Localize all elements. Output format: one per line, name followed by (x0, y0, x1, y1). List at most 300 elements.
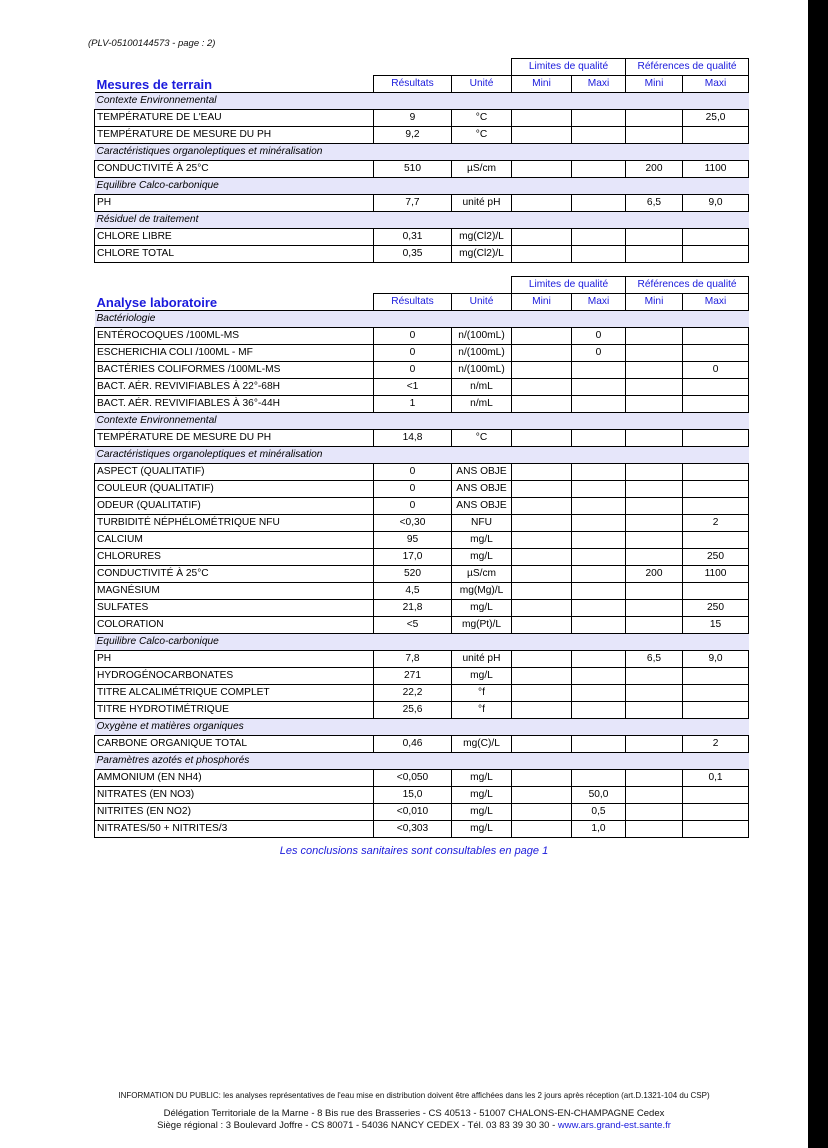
reference-maxi-value (683, 229, 749, 246)
reference-mini-value (626, 668, 683, 685)
unit-value: mg/L (452, 600, 512, 617)
limite-mini-value (512, 736, 572, 753)
param-name: TEMPÉRATURE DE MESURE DU PH (95, 430, 374, 447)
param-name: CHLORE LIBRE (95, 229, 374, 246)
param-name: BACT. AÉR. REVIVIFIABLES À 22°-68H (95, 379, 374, 396)
reference-mini-value (626, 617, 683, 634)
limite-mini-value (512, 464, 572, 481)
limite-mini-value (512, 379, 572, 396)
category-label: Oxygène et matières organiques (95, 719, 749, 736)
category-label: Résiduel de traitement (95, 212, 749, 229)
limite-mini-value (512, 549, 572, 566)
rq-mini-header: Mini (626, 76, 683, 93)
limite-maxi-value: 0 (572, 328, 626, 345)
ars-website-link[interactable]: www.ars.grand-est.sante.fr (557, 1120, 671, 1131)
unit-value: µS/cm (452, 566, 512, 583)
table-row (95, 127, 749, 144)
param-name: ASPECT (QUALITATIF) (95, 464, 374, 481)
table-row (95, 821, 749, 838)
table-row (95, 328, 749, 345)
reference-maxi-value: 1100 (683, 566, 749, 583)
limite-maxi-value (572, 702, 626, 719)
param-name: NITRATES (EN NO3) (95, 787, 374, 804)
unit-value: mg(Cl2)/L (452, 229, 512, 246)
reference-mini-value (626, 430, 683, 447)
limite-mini-value (512, 229, 572, 246)
table-row (95, 600, 749, 617)
limite-maxi-value: 1,0 (572, 821, 626, 838)
result-value: 0 (374, 464, 452, 481)
result-value: 4,5 (374, 583, 452, 600)
table-row (95, 229, 749, 246)
param-name: CHLORURES (95, 549, 374, 566)
unit-value: mg/L (452, 532, 512, 549)
reference-maxi-value (683, 498, 749, 515)
reference-mini-value (626, 345, 683, 362)
result-value: 0,35 (374, 246, 452, 263)
table-row (95, 617, 749, 634)
result-value: 0 (374, 345, 452, 362)
limite-maxi-value (572, 498, 626, 515)
labo-table-body (95, 277, 749, 838)
limite-maxi-value (572, 583, 626, 600)
reference-maxi-value (683, 246, 749, 263)
category-label: Caractéristiques organoleptiques et minéralisation (95, 144, 749, 161)
references-qualite-header: Références de qualité (626, 277, 749, 294)
limite-maxi-value (572, 549, 626, 566)
limite-maxi-value (572, 430, 626, 447)
param-name: CONDUCTIVITÉ À 25°C (95, 566, 374, 583)
limite-maxi-value (572, 127, 626, 144)
limite-maxi-value (572, 515, 626, 532)
result-value: 7,7 (374, 195, 452, 212)
limite-mini-value (512, 515, 572, 532)
param-name: ESCHERICHIA COLI /100ML - MF (95, 345, 374, 362)
reference-mini-value (626, 770, 683, 787)
terrain-group-header-row (95, 59, 749, 76)
footer-siege (0, 1120, 808, 1131)
table-row (95, 515, 749, 532)
table-row (95, 430, 749, 447)
table-row (95, 362, 749, 379)
references-qualite-header: Références de qualité (626, 59, 749, 76)
unit-value: n/mL (452, 396, 512, 413)
limite-maxi-value (572, 195, 626, 212)
terrain-column-header-row (95, 76, 749, 93)
limite-maxi-value (572, 161, 626, 178)
param-name: ODEUR (QUALITATIF) (95, 498, 374, 515)
reference-mini-value (626, 127, 683, 144)
reference-maxi-value: 0,1 (683, 770, 749, 787)
limite-maxi-value (572, 685, 626, 702)
section-title-terrain: Mesures de terrain (96, 77, 213, 92)
result-value: <0,050 (374, 770, 452, 787)
reference-maxi-value: 25,0 (683, 110, 749, 127)
param-name: AMMONIUM (EN NH4) (95, 770, 374, 787)
table-row (95, 246, 749, 263)
reference-maxi-value: 250 (683, 549, 749, 566)
param-name: CONDUCTIVITÉ À 25°C (95, 161, 374, 178)
unit-value: n/(100mL) (452, 345, 512, 362)
reference-maxi-value (683, 668, 749, 685)
table-row (95, 345, 749, 362)
result-value: 15,0 (374, 787, 452, 804)
limite-mini-value (512, 161, 572, 178)
table-row (95, 651, 749, 668)
table-row (95, 549, 749, 566)
limite-maxi-value (572, 481, 626, 498)
result-value: 7,8 (374, 651, 452, 668)
reference-mini-value (626, 362, 683, 379)
limite-mini-value (512, 345, 572, 362)
table-row (95, 668, 749, 685)
unit-value: mg/L (452, 770, 512, 787)
reference-maxi-value (683, 787, 749, 804)
table-row (95, 464, 749, 481)
limite-mini-value (512, 787, 572, 804)
category-row (95, 311, 749, 328)
unit-value: n/(100mL) (452, 362, 512, 379)
unit-value: °C (452, 127, 512, 144)
table-row (95, 532, 749, 549)
result-value: <5 (374, 617, 452, 634)
labo-table (94, 276, 749, 838)
category-row (95, 634, 749, 651)
limite-mini-value (512, 821, 572, 838)
unit-value: ANS OBJE (452, 481, 512, 498)
lq-mini-header: Mini (512, 76, 572, 93)
section-title-labo: Analyse laboratoire (96, 295, 218, 310)
unit-value: unité pH (452, 195, 512, 212)
limite-mini-value (512, 566, 572, 583)
reference-mini-value (626, 821, 683, 838)
param-name: NITRATES/50 + NITRITES/3 (95, 821, 374, 838)
limite-mini-value (512, 583, 572, 600)
category-label: Caractéristiques organoleptiques et minéralisation (95, 447, 749, 464)
table-row (95, 566, 749, 583)
reference-mini-value: 200 (626, 566, 683, 583)
unit-value: mg(C)/L (452, 736, 512, 753)
reference-mini-value (626, 328, 683, 345)
result-value: 520 (374, 566, 452, 583)
limite-maxi-value (572, 396, 626, 413)
result-value: 21,8 (374, 600, 452, 617)
result-value: <0,010 (374, 804, 452, 821)
limite-mini-value (512, 770, 572, 787)
table-row (95, 736, 749, 753)
param-name: COLORATION (95, 617, 374, 634)
limite-maxi-value (572, 770, 626, 787)
param-name: ENTÉROCOQUES /100ML-MS (95, 328, 374, 345)
param-name: PH (95, 195, 374, 212)
category-label: Paramètres azotés et phosphorés (95, 753, 749, 770)
reference-maxi-value (683, 328, 749, 345)
reference-mini-value (626, 110, 683, 127)
reference-mini-value (626, 396, 683, 413)
limites-qualite-header: Limites de qualité (512, 59, 626, 76)
table-row (95, 481, 749, 498)
result-value: 510 (374, 161, 452, 178)
param-name: NITRITES (EN NO2) (95, 804, 374, 821)
reference-mini-value (626, 787, 683, 804)
limite-mini-value (512, 498, 572, 515)
limite-maxi-value (572, 651, 626, 668)
result-value: 0 (374, 481, 452, 498)
table-row (95, 379, 749, 396)
result-value: <0,303 (374, 821, 452, 838)
limite-maxi-value (572, 600, 626, 617)
reference-maxi-value (683, 430, 749, 447)
category-row (95, 719, 749, 736)
reference-mini-value: 200 (626, 161, 683, 178)
table-row (95, 498, 749, 515)
limite-mini-value (512, 600, 572, 617)
reference-maxi-value (683, 481, 749, 498)
limite-maxi-value: 0 (572, 345, 626, 362)
limite-maxi-value (572, 379, 626, 396)
limite-mini-value (512, 481, 572, 498)
reference-mini-value: 6,5 (626, 195, 683, 212)
reference-maxi-value: 250 (683, 600, 749, 617)
unit-value: mg/L (452, 787, 512, 804)
limite-mini-value (512, 804, 572, 821)
limite-mini-value (512, 685, 572, 702)
limite-maxi-value (572, 668, 626, 685)
reference-maxi-value (683, 532, 749, 549)
param-name: TITRE HYDROTIMÉTRIQUE (95, 702, 374, 719)
conclusion-note: Les conclusions sanitaires sont consultables en page 1 (279, 845, 549, 857)
category-label: Contexte Environnemental (95, 413, 749, 430)
limite-maxi-value (572, 566, 626, 583)
unit-value: n/(100mL) (452, 328, 512, 345)
result-value: 271 (374, 668, 452, 685)
labo-column-header-row (95, 294, 749, 311)
reference-maxi-value (683, 583, 749, 600)
category-row (95, 753, 749, 770)
reference-maxi-value (683, 464, 749, 481)
resultats-header: Résultats (374, 294, 452, 311)
result-value: <1 (374, 379, 452, 396)
result-value: 0 (374, 362, 452, 379)
unit-value: °f (452, 702, 512, 719)
reference-maxi-value (683, 821, 749, 838)
reference-mini-value (626, 685, 683, 702)
reference-maxi-value: 2 (683, 736, 749, 753)
param-name: TURBIDITÉ NÉPHÉLOMÉTRIQUE NFU (95, 515, 374, 532)
table-row (95, 685, 749, 702)
category-row (95, 212, 749, 229)
table-row (95, 702, 749, 719)
limite-mini-value (512, 396, 572, 413)
reference-mini-value (626, 583, 683, 600)
reference-maxi-value (683, 345, 749, 362)
result-value: 0,31 (374, 229, 452, 246)
result-value: 0 (374, 498, 452, 515)
limite-maxi-value: 0,5 (572, 804, 626, 821)
lq-maxi-header: Maxi (572, 294, 626, 311)
limite-maxi-value (572, 464, 626, 481)
reference-mini-value (626, 532, 683, 549)
rq-mini-header: Mini (626, 294, 683, 311)
unit-value: mg(Cl2)/L (452, 246, 512, 263)
category-row (95, 144, 749, 161)
reference-maxi-value (683, 379, 749, 396)
result-value: 17,0 (374, 549, 452, 566)
unit-value: °C (452, 430, 512, 447)
unit-value: mg/L (452, 668, 512, 685)
result-value: 95 (374, 532, 452, 549)
limite-maxi-value: 50,0 (572, 787, 626, 804)
limite-mini-value (512, 617, 572, 634)
limite-mini-value (512, 430, 572, 447)
param-name: PH (95, 651, 374, 668)
category-label: Equilibre Calco-carbonique (95, 178, 749, 195)
table-row (95, 770, 749, 787)
reference-maxi-value (683, 127, 749, 144)
reference-mini-value (626, 600, 683, 617)
category-label: Contexte Environnemental (95, 93, 749, 110)
limite-maxi-value (572, 736, 626, 753)
limite-maxi-value (572, 617, 626, 634)
unit-value: ANS OBJE (452, 498, 512, 515)
reference-maxi-value: 2 (683, 515, 749, 532)
result-value: <0,30 (374, 515, 452, 532)
reference-maxi-value (683, 804, 749, 821)
table-row (95, 110, 749, 127)
param-name: CHLORE TOTAL (95, 246, 374, 263)
public-information: INFORMATION DU PUBLIC: les analyses représentatives de l'eau mise en distribution doivent être affichées dans les 2 jours après réception (art.D.1321-104 du CSP) (118, 1091, 710, 1100)
category-row (95, 447, 749, 464)
limite-mini-value (512, 651, 572, 668)
reference-mini-value (626, 379, 683, 396)
unite-header: Unité (452, 76, 512, 93)
table-row (95, 161, 749, 178)
limite-maxi-value (572, 362, 626, 379)
reference-mini-value (626, 229, 683, 246)
reference-mini-value (626, 549, 683, 566)
reference-mini-value (626, 246, 683, 263)
table-row (95, 396, 749, 413)
reference-mini-value (626, 702, 683, 719)
resultats-header: Résultats (374, 76, 452, 93)
param-name: SULFATES (95, 600, 374, 617)
limite-mini-value (512, 328, 572, 345)
reference-mini-value: 6,5 (626, 651, 683, 668)
param-name: TITRE ALCALIMÉTRIQUE COMPLET (95, 685, 374, 702)
limite-mini-value (512, 127, 572, 144)
reference-maxi-value: 1100 (683, 161, 749, 178)
reference-mini-value (626, 736, 683, 753)
reference-mini-value (626, 515, 683, 532)
footer-delegation: Délégation Territoriale de la Marne - 8 Bis rue des Brasseries - CS 40513 - 51007 CHALONS-EN-CHAMPAGNE Cedex (163, 1108, 665, 1119)
param-name: HYDROGÉNOCARBONATES (95, 668, 374, 685)
limite-mini-value (512, 195, 572, 212)
limite-mini-value (512, 110, 572, 127)
limite-mini-value (512, 362, 572, 379)
limite-maxi-value (572, 532, 626, 549)
limite-mini-value (512, 668, 572, 685)
result-value: 0,46 (374, 736, 452, 753)
limite-mini-value (512, 246, 572, 263)
unit-value: unité pH (452, 651, 512, 668)
reference-maxi-value: 9,0 (683, 651, 749, 668)
result-value: 22,2 (374, 685, 452, 702)
reference-maxi-value: 15 (683, 617, 749, 634)
table-row (95, 195, 749, 212)
category-label: Equilibre Calco-carbonique (95, 634, 749, 651)
reference-mini-value (626, 498, 683, 515)
limite-maxi-value (572, 229, 626, 246)
param-name: CARBONE ORGANIQUE TOTAL (95, 736, 374, 753)
unit-value: mg(Mg)/L (452, 583, 512, 600)
unit-value: °f (452, 685, 512, 702)
unit-value: ANS OBJE (452, 464, 512, 481)
unite-header: Unité (452, 294, 512, 311)
result-value: 0 (374, 328, 452, 345)
param-name: TEMPÉRATURE DE L'EAU (95, 110, 374, 127)
table-row (95, 787, 749, 804)
unit-value: mg/L (452, 804, 512, 821)
unit-value: mg/L (452, 549, 512, 566)
reference-maxi-value: 9,0 (683, 195, 749, 212)
param-name: TEMPÉRATURE DE MESURE DU PH (95, 127, 374, 144)
limite-mini-value (512, 702, 572, 719)
unit-value: mg/L (452, 821, 512, 838)
unit-value: NFU (452, 515, 512, 532)
labo-group-header-row (95, 277, 749, 294)
reference-mini-value (626, 464, 683, 481)
rq-maxi-header: Maxi (683, 294, 749, 311)
unit-value: mg(Pt)/L (452, 617, 512, 634)
param-name: MAGNÉSIUM (95, 583, 374, 600)
lq-maxi-header: Maxi (572, 76, 626, 93)
reference-maxi-value (683, 702, 749, 719)
param-name: CALCIUM (95, 532, 374, 549)
category-label: Bactériologie (95, 311, 749, 328)
param-name: COULEUR (QUALITATIF) (95, 481, 374, 498)
unit-value: °C (452, 110, 512, 127)
result-value: 9 (374, 110, 452, 127)
limites-qualite-header: Limites de qualité (512, 277, 626, 294)
lq-mini-header: Mini (512, 294, 572, 311)
table-row (95, 804, 749, 821)
category-row (95, 178, 749, 195)
result-value: 14,8 (374, 430, 452, 447)
unit-value: µS/cm (452, 161, 512, 178)
limite-maxi-value (572, 110, 626, 127)
limite-mini-value (512, 532, 572, 549)
table-row (95, 583, 749, 600)
category-row (95, 413, 749, 430)
reference-maxi-value: 0 (683, 362, 749, 379)
footer-siege-text: Siège régional : 3 Boulevard Joffre - CS 80071 - 54036 NANCY CEDEX - Tél. 03 83 39 30 30 - (157, 1120, 558, 1131)
reference-maxi-value (683, 396, 749, 413)
rq-maxi-header: Maxi (683, 76, 749, 93)
unit-value: n/mL (452, 379, 512, 396)
result-value: 9,2 (374, 127, 452, 144)
terrain-table (94, 58, 749, 263)
result-value: 1 (374, 396, 452, 413)
param-name: BACT. AÉR. REVIVIFIABLES À 36°-44H (95, 396, 374, 413)
reference-mini-value (626, 481, 683, 498)
category-row (95, 93, 749, 110)
terrain-table-body (95, 59, 749, 263)
limite-maxi-value (572, 246, 626, 263)
result-value: 25,6 (374, 702, 452, 719)
reference-maxi-value (683, 685, 749, 702)
reference-mini-value (626, 804, 683, 821)
param-name: BACTÉRIES COLIFORMES /100ML-MS (95, 362, 374, 379)
